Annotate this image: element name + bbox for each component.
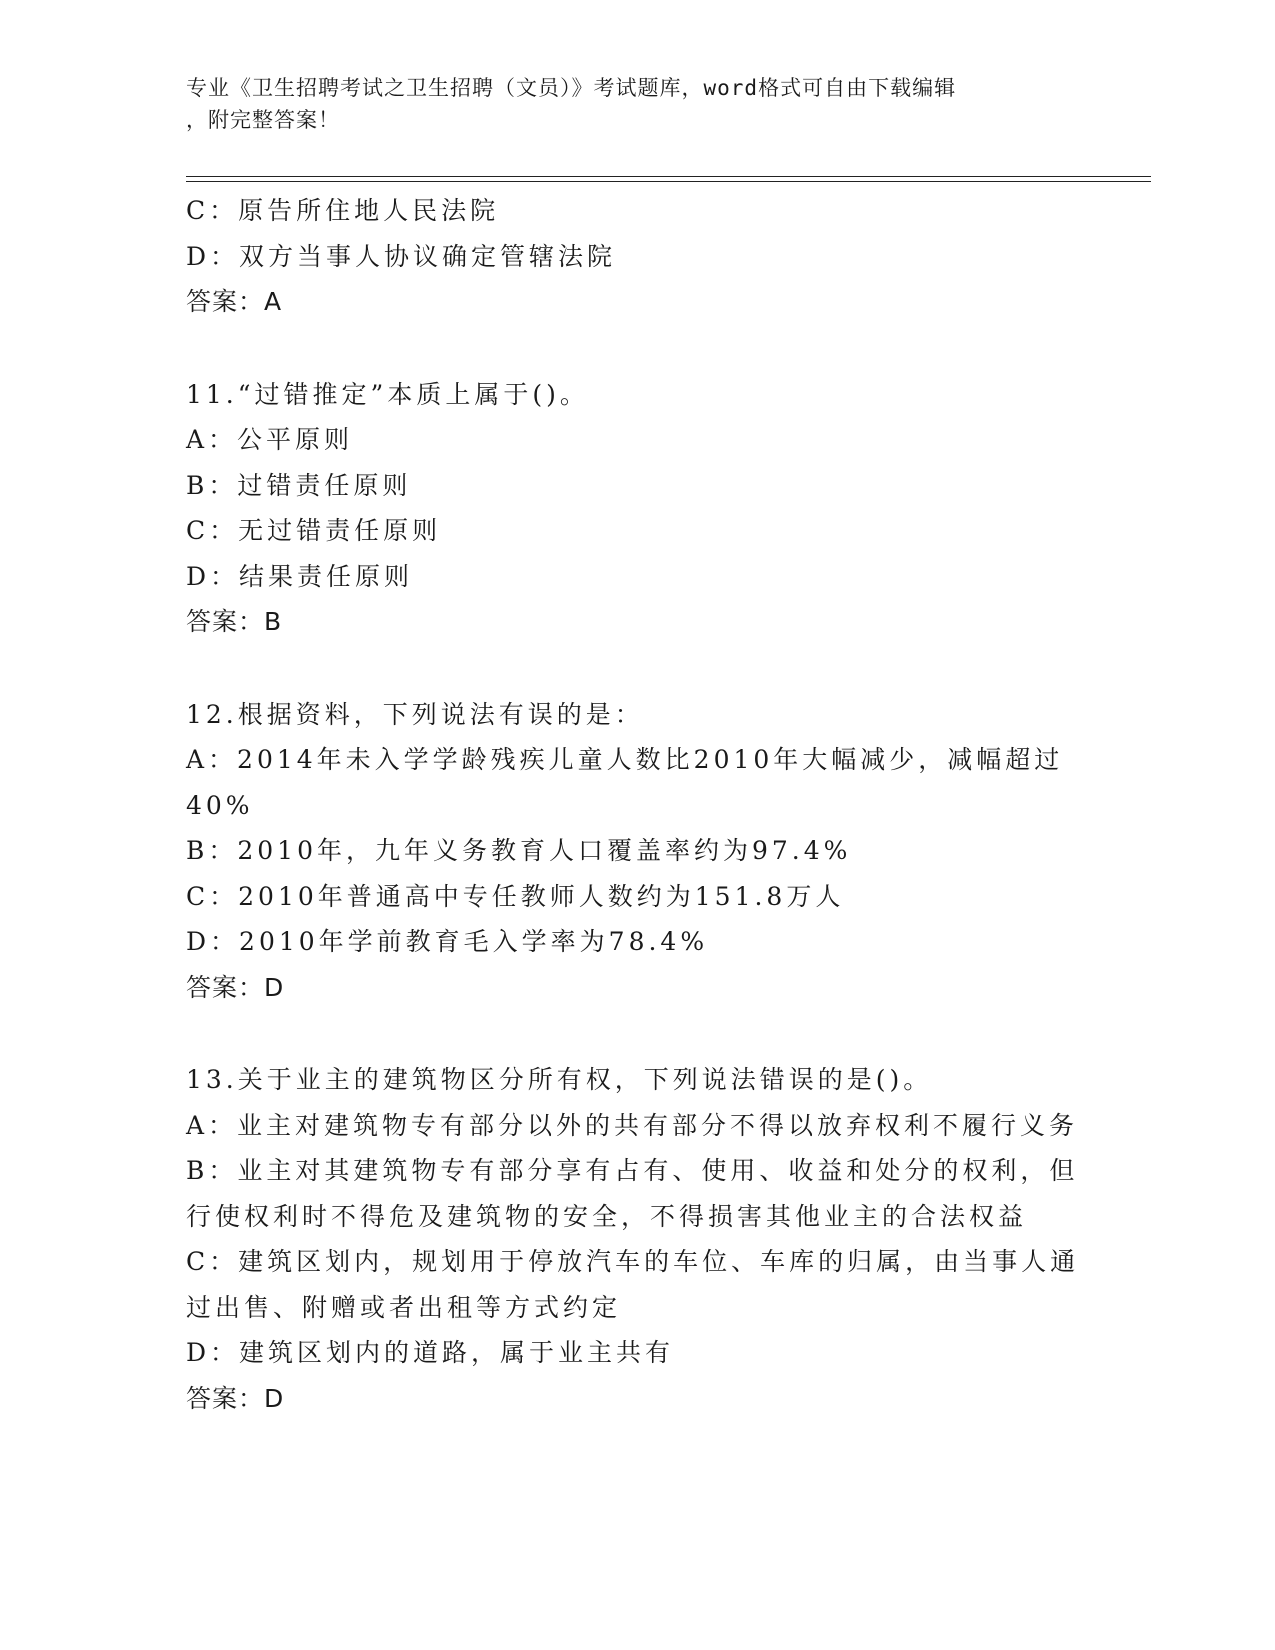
option-d: D：结果责任原则 <box>186 561 414 591</box>
document-header <box>186 72 1066 136</box>
option-b: B：2010年，九年义务教育人口覆盖率约为97.4% <box>186 836 852 865</box>
question-text: 13.关于业主的建筑物区分所有权，下列说法错误的是()。 <box>186 1065 933 1094</box>
question-text: 12.根据资料，下列说法有误的是： <box>186 699 644 729</box>
option-a: A：公平原则 <box>186 425 354 454</box>
spacer <box>186 325 1086 372</box>
header-line-2: ，附完整答案！ <box>186 108 340 132</box>
option-d: D：双方当事人协议确定管辖法院 <box>186 241 617 271</box>
option-c: C：2010年普通高中专任教师人数约为151.8万人 <box>186 881 845 911</box>
header-rule-top <box>186 176 1151 177</box>
question-block-12 <box>186 692 1086 1011</box>
option-b: B：业主对其建筑物专有部分享有占有、使用、收益和处分的权利，但 <box>186 1156 1079 1185</box>
option-a: A：业主对建筑物专有部分以外的共有部分不得以放弃权利不履行义务 <box>186 1110 1079 1140</box>
option-c: C：原告所住地人民法院 <box>186 196 500 225</box>
option-b: B：过错责任原则 <box>186 470 412 500</box>
header-rule-bottom <box>186 181 1151 182</box>
question-text: 11.“过错推定”本质上属于()。 <box>186 379 589 409</box>
header-line-1: 专业《卫生招聘考试之卫生招聘（文员）》考试题库，word格式可自由下载编辑 <box>186 76 957 100</box>
answer: 答案：A <box>186 287 283 316</box>
answer: 答案：D <box>186 972 285 1002</box>
option-a-continued: 40% <box>186 790 254 820</box>
option-c: C：无过错责任原则 <box>186 516 442 545</box>
spacer <box>186 645 1086 692</box>
answer: 答案：B <box>186 607 283 636</box>
option-a: A：2014年未入学学龄残疾儿童人数比2010年大幅减少，减幅超过 <box>186 745 1064 774</box>
option-b-continued: 行使权利时不得危及建筑物的安全，不得损害其他业主的合法权益 <box>186 1201 1028 1231</box>
question-block-prev <box>186 188 1086 325</box>
question-content <box>186 188 1086 1421</box>
spacer <box>186 1010 1086 1057</box>
question-block-13 <box>186 1057 1086 1421</box>
option-c-continued: 过出售、附赠或者出租等方式约定 <box>186 1292 622 1322</box>
answer: 答案：D <box>186 1383 285 1413</box>
option-c: C：建筑区划内，规划用于停放汽车的车位、车库的归属，由当事人通 <box>186 1247 1080 1276</box>
option-d: D：2010年学前教育毛入学率为78.4% <box>186 927 709 956</box>
question-block-11 <box>186 372 1086 645</box>
option-d: D：建筑区划内的道路，属于业主共有 <box>186 1338 675 1367</box>
